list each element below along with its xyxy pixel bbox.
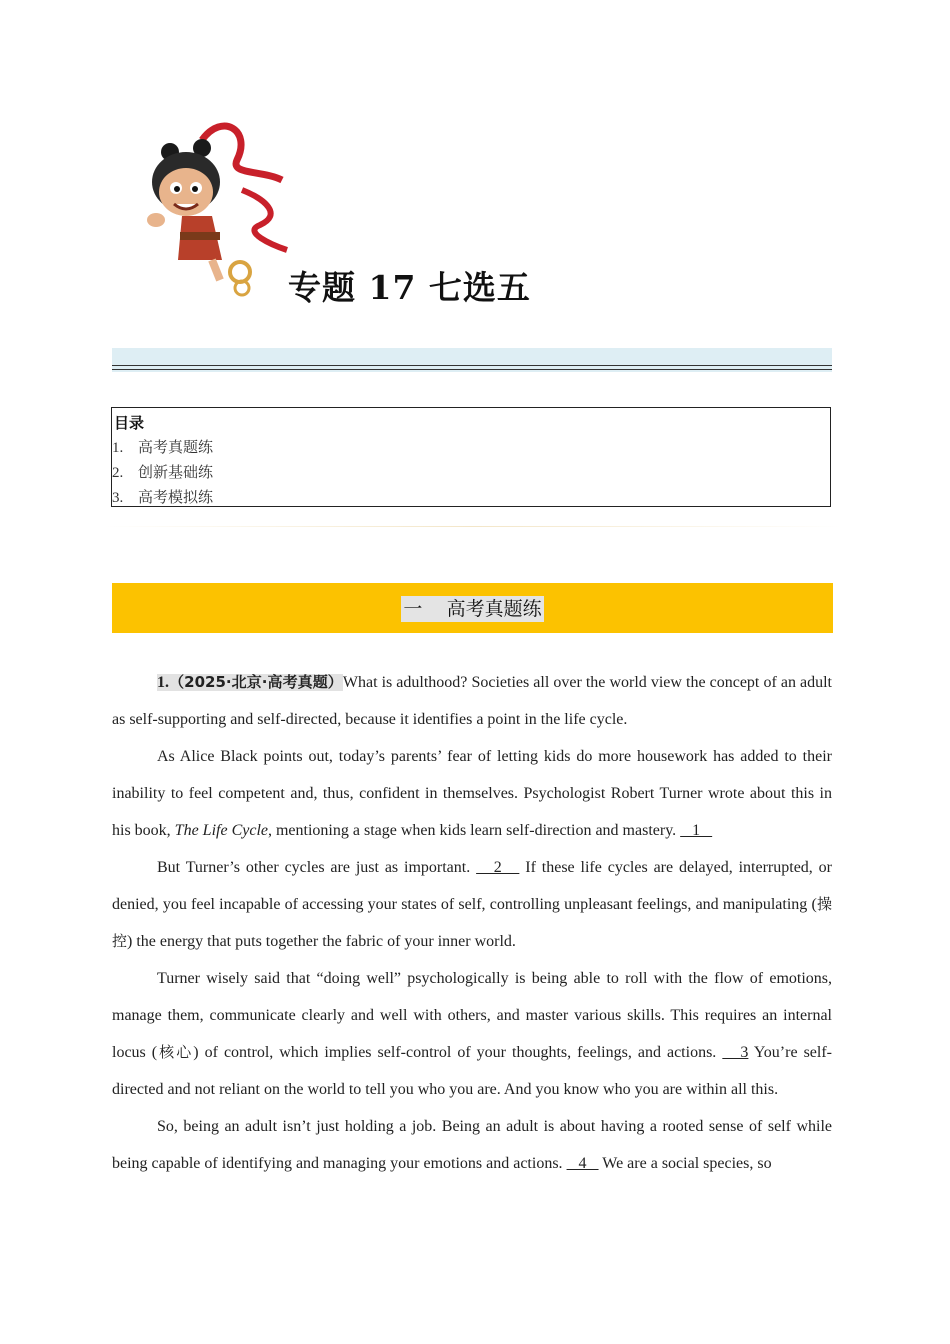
blank-4[interactable]: 4 bbox=[566, 1155, 599, 1172]
section-header bbox=[112, 583, 833, 633]
toc-item-label: 创新基础练 bbox=[138, 463, 214, 481]
paragraph-2: As Alice Black points out, today’s parents’ fear of letting kids do more housework has added to their inability to feel competent and, thus, confident in themselves. Psychologist Robert Turner wrote about this in his book, The Life Cycle, mentioning a stage when kids learn self-direction and mastery. 1 bbox=[112, 748, 832, 839]
paragraph-1: 1.（2025·北京·高考真题）What is adulthood? Societies all over the world view the concept of an adult as self-supporting and self-directed, because it identifies a point in the life cycle. bbox=[112, 673, 832, 728]
section-title: 一 高考真题练 bbox=[403, 598, 542, 620]
table-of-contents bbox=[111, 407, 831, 507]
document-title: 专题 17 七选五 bbox=[288, 268, 531, 307]
toc-item-3[interactable]: 3. 高考模拟练 bbox=[112, 488, 214, 506]
toc-item-label: 高考真题练 bbox=[138, 438, 214, 456]
banner-rule-top bbox=[112, 365, 832, 366]
paragraph-5: So, being an adult isn’t just holding a job. Being an adult is about having a rooted sense of self while being capable of identifying and managing your emotions and actions. 4 We are a social species, so bbox=[112, 1118, 832, 1172]
banner-rule-bottom bbox=[112, 369, 832, 370]
blank-3[interactable]: 3 bbox=[722, 1044, 749, 1061]
blank-1[interactable]: 1 bbox=[680, 822, 713, 839]
mascot-illustration bbox=[142, 120, 290, 302]
toc-item-1[interactable]: 1. 高考真题练 bbox=[112, 438, 214, 456]
header-banner bbox=[112, 348, 832, 372]
book-title: The Life Cycle bbox=[174, 822, 268, 839]
blank-2[interactable]: 2 bbox=[476, 859, 520, 876]
toc-heading: 目录 bbox=[114, 414, 145, 432]
question-tag: 1.（2025·北京·高考真题） bbox=[157, 673, 343, 691]
paragraph-4: Turner wisely said that “doing well” psychologically is being able to roll with the flow of emotions, manage them, communicate clearly and well with others, and master various skills. This requires an internal locus (核心) of control, which implies self-control of your thoughts, feelings, and actions. 3 You’re self-directed and not reliant on the world to tell you who you are. And you know who you are within all this. bbox=[112, 970, 833, 1098]
toc-item-label: 高考模拟练 bbox=[138, 488, 214, 506]
toc-item-2[interactable]: 2. 创新基础练 bbox=[112, 463, 214, 481]
reading-passage bbox=[112, 664, 832, 1182]
paragraph-3: But Turner’s other cycles are just as important. 2 If these life cycles are delayed, interrupted, or denied, you feel incapable of accessing your states of self, controlling unpleasant feelings, and manipulating (操控) the energy that puts together the fabric of your inner world. bbox=[112, 859, 832, 950]
divider bbox=[104, 526, 842, 527]
